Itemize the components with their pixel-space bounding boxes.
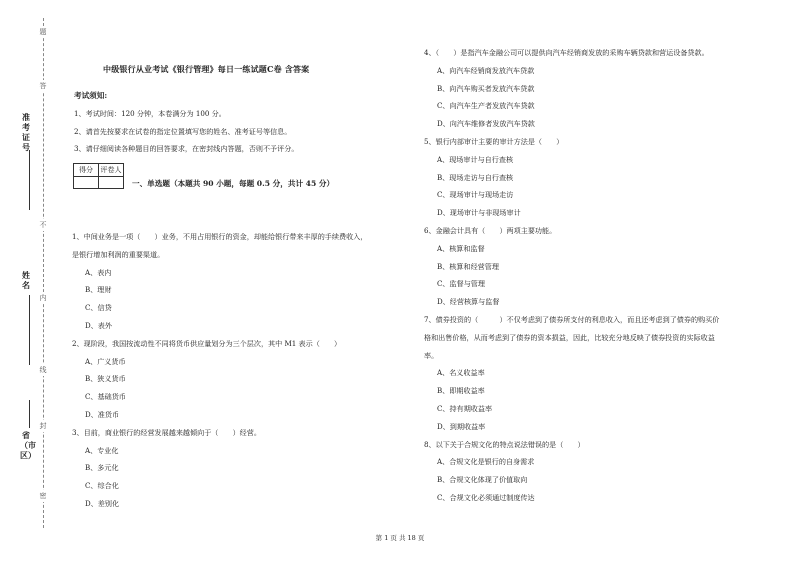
note-item: 3、请仔细阅读各种题目的回答要求，在密封线内答题，否则不予评分。	[74, 144, 299, 153]
question-text: 率。	[424, 350, 439, 360]
option: C、综合化	[85, 481, 119, 491]
option: C、监督与管理	[437, 279, 485, 289]
question-text: 3、目前，商业银行的经营发展越来越倾向于（ ）经营。	[72, 427, 261, 437]
option: D、经营核算与监督	[437, 297, 500, 307]
left-column	[72, 228, 402, 513]
option: B、合规文化体现了价值取向	[437, 475, 528, 485]
field-name: 姓名	[22, 270, 30, 290]
question-text: 6、金融会计具有（ ）两项主要功能。	[424, 225, 557, 235]
grader-cell	[99, 177, 124, 189]
question-4	[424, 44, 784, 133]
option: B、现场走访与自行查核	[437, 172, 514, 182]
question-1	[72, 228, 402, 335]
cut-char: 密	[37, 490, 49, 502]
question-7	[424, 311, 784, 436]
exam-notes	[74, 105, 298, 158]
field-line	[29, 150, 30, 210]
cut-char: 不	[37, 219, 49, 231]
question-text: 是银行增加利润的重要渠道。	[72, 249, 165, 259]
option: A、广义货币	[85, 356, 126, 366]
option: A、现场审计与自行查核	[437, 154, 514, 164]
page-footer: 第 1 页 共 18 页	[375, 534, 425, 542]
question-6	[424, 222, 784, 311]
option: C、合规文化必须通过制度传达	[437, 492, 535, 502]
option: C、现场审计与现场走访	[437, 190, 514, 200]
option: D、差别化	[85, 498, 120, 508]
notes-heading: 考试须知:	[74, 91, 108, 100]
option: D、表外	[85, 320, 112, 330]
seal-line	[43, 18, 44, 528]
score-label: 得分	[74, 164, 99, 177]
field-line	[29, 400, 30, 428]
cut-char: 题	[37, 26, 49, 38]
question-text: 2、现阶段，我国按流动性不同将货币供应量划分为三个层次，其中 M1 表示（ ）	[72, 338, 342, 348]
question-text: 8、以下关于合规文化的特点说法错误的是（ ）	[424, 439, 585, 449]
cut-char: 线	[37, 364, 49, 376]
option: C、信贷	[85, 303, 112, 313]
question-5	[424, 133, 784, 222]
cut-char: 封	[37, 420, 49, 432]
option: C、基础货币	[85, 392, 126, 402]
option: B、狭义货币	[85, 374, 126, 384]
page-title: 中级银行从业考试《银行管理》每日一练试题C卷 含答案	[103, 64, 310, 74]
option: A、专业化	[85, 445, 119, 455]
option: B、理财	[85, 285, 112, 295]
score-box	[73, 163, 124, 189]
score-cell	[74, 177, 99, 189]
field-province: 省（市区）	[20, 430, 36, 460]
cut-char: 答	[37, 80, 49, 92]
note-item: 1、考试时间：120 分钟，本卷满分为 100 分。	[74, 109, 226, 118]
option: A、表内	[85, 267, 112, 277]
right-column	[424, 44, 784, 507]
option: D、到期收益率	[437, 421, 486, 431]
option: C、向汽车生产者发放汽车贷款	[437, 101, 535, 111]
question-text: 1、中间业务是一项（ ）业务，不用占用银行的资金，却能给银行带来丰厚的手续费收入，	[72, 232, 368, 241]
option: A、核算和监督	[437, 243, 485, 253]
binding-margin	[0, 0, 60, 565]
cut-char: 内	[37, 292, 49, 304]
note-item: 2、请首先按要求在试卷的指定位置填写您的姓名、准考证号等信息。	[74, 126, 292, 136]
option: D、向汽车维修者发放汽车贷款	[437, 119, 535, 129]
section-heading: 一、单选题（本题共 90 小题，每题 0.5 分，共计 45 分）	[132, 179, 335, 188]
option: D、现场审计与非现场审计	[437, 208, 521, 218]
option: A、合规文化是银行的自身需求	[437, 457, 535, 467]
question-text: 5、银行内部审计主要的审计方法是（ ）	[424, 136, 564, 146]
grader-label: 评卷人	[99, 164, 124, 177]
field-exam-number: 准考证号	[22, 112, 30, 152]
question-2	[72, 335, 402, 424]
question-text: 4、（ ）是指汽车金融公司可以提供向汽车经销商发放的采购车辆贷款和营运设备贷款。	[424, 48, 709, 57]
question-8	[424, 436, 784, 507]
option: B、即期收益率	[437, 386, 485, 396]
field-line	[29, 295, 30, 365]
question-text: 7、债券投资的（ ）不仅考虑到了债券所支付的利息收入，而且还考虑到了债券的购买价	[424, 314, 720, 324]
question-text: 格和出售价格，从而考虑到了债券的资本损益，因此，比较充分地反映了债券投资的实际收益	[424, 332, 715, 342]
question-3	[72, 424, 402, 513]
option: D、准货币	[85, 409, 120, 419]
option: A、名义收益率	[437, 368, 485, 378]
option: B、向汽车购买者发放汽车贷款	[437, 83, 535, 93]
option: A、向汽车经销商发放汽车贷款	[437, 65, 535, 75]
option: C、持有期收益率	[437, 403, 493, 413]
option: B、核算和经营管理	[437, 261, 499, 271]
option: B、多元化	[85, 463, 119, 473]
